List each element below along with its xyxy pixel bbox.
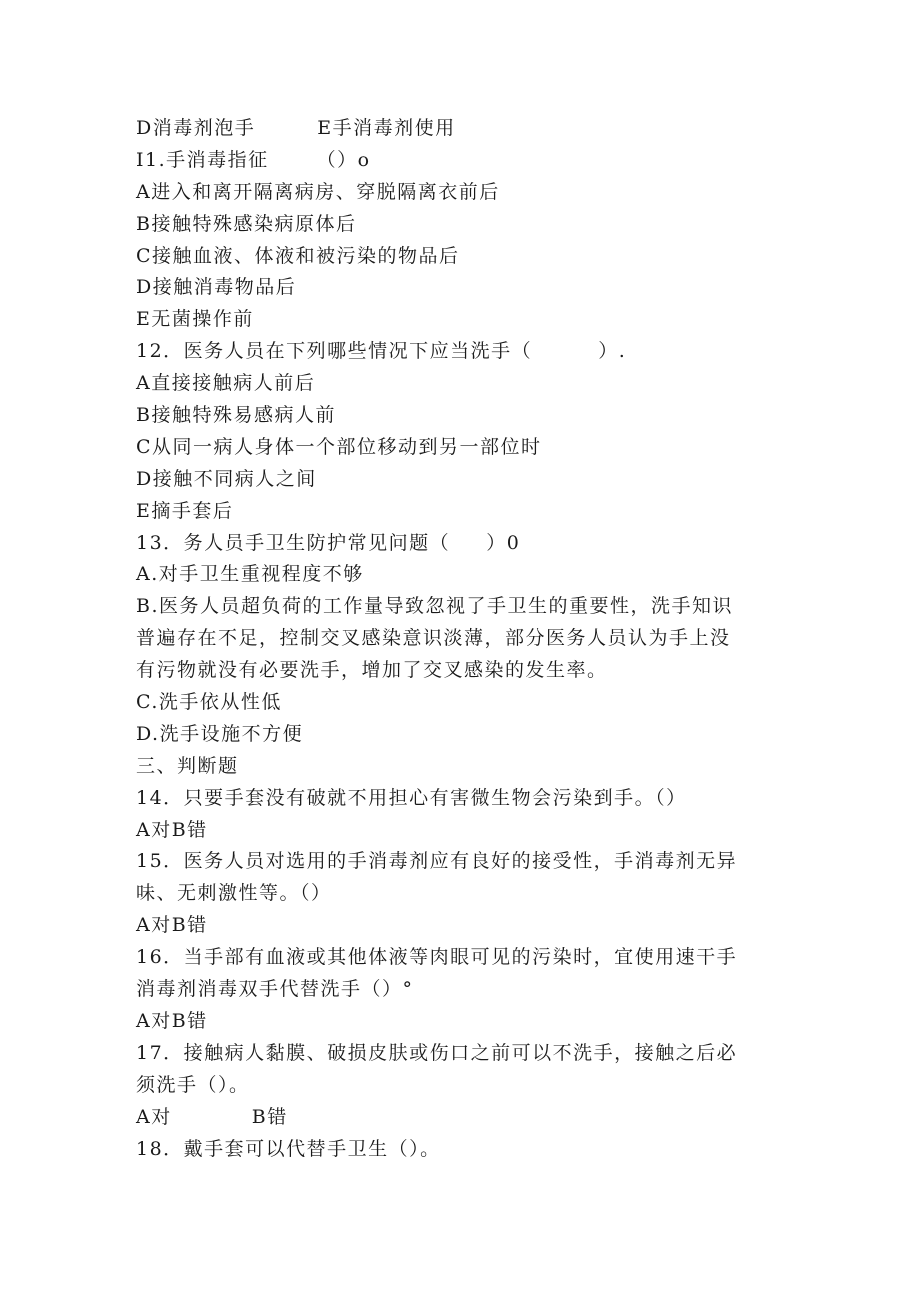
option-line: A对B错 [136, 914, 208, 937]
option-line: C从同一病人身体一个部位移动到另一部位时 [136, 435, 542, 458]
section-heading: 三、判断题 [136, 754, 239, 777]
question-18: 18．戴手套可以代替手卫生（）。 [136, 1137, 441, 1160]
option-e: E手消毒剂使用 [317, 117, 456, 139]
option-line: D接触不同病人之间 [136, 467, 317, 490]
answer-blank: （）o [316, 148, 371, 171]
option-line: E无菌操作前 [136, 308, 254, 331]
question-text: 13．务人员手卫生防护常见问题（ [136, 531, 451, 554]
option-line [136, 1102, 776, 1134]
option-line: D.洗手设施不方便 [136, 722, 304, 745]
question-14: 14．只要手套没有破就不用担心有害微生物会污染到手。（） [136, 786, 687, 809]
option-a: A对 [136, 1105, 172, 1128]
option-line: C.洗手依从性低 [136, 691, 282, 714]
option-line: B接触特殊易感病人前 [136, 404, 336, 427]
option-d: D消毒剂泡手 [136, 117, 256, 139]
option-line [136, 113, 776, 145]
document-body [136, 113, 776, 1165]
option-line: 有污物就没有必要洗手，增加了交叉感染的发生率。 [136, 659, 608, 682]
question-17-cont: 须洗手（）。 [136, 1073, 250, 1096]
question-text: I1.手消毒指征 [136, 148, 269, 171]
question-15: 15．医务人员对选用的手消毒剂应有良好的接受性，手消毒剂无异 [136, 850, 738, 873]
question-15-cont: 味、无刺激性等。（） [136, 882, 332, 905]
option-line: A对B错 [136, 1009, 208, 1032]
option-line: B.医务人员超负荷的工作量导致忽视了手卫生的重要性，洗手知识 [136, 595, 734, 618]
option-line: A直接接触病人前后 [136, 372, 316, 395]
option-line: B接触特殊感染病原体后 [136, 212, 357, 235]
question-17: 17．接触病人黏膜、破损皮肤或伤口之前可以不洗手，接触之后必 [136, 1041, 738, 1064]
answer-blank: ）. [598, 340, 627, 363]
question-text: 12．医务人员在下列哪些情况下应当洗手（ [136, 340, 533, 363]
option-line: C接触血液、体液和被污染的物品后 [136, 244, 460, 267]
answer-blank: ）0 [486, 531, 521, 554]
question-13 [136, 528, 776, 560]
option-line: 普遍存在不足，控制交叉感染意识淡薄，部分医务人员认为手上没 [136, 627, 731, 650]
question-16-cont: 消毒剂消毒双手代替洗手（）° [136, 978, 414, 1001]
option-line: E摘手套后 [136, 499, 234, 522]
option-line: D接触消毒物品后 [136, 276, 297, 299]
question-12 [136, 336, 776, 368]
option-b: B错 [251, 1105, 288, 1128]
option-line: A进入和离开隔离病房、穿脱隔离衣前后 [136, 180, 500, 203]
option-line: A对B错 [136, 818, 208, 841]
question-11 [136, 145, 776, 177]
option-line: A.对手卫生重视程度不够 [136, 563, 364, 586]
question-16: 16．当手部有血液或其他体液等肉眼可见的污染时，宜使用速干手 [136, 946, 738, 969]
